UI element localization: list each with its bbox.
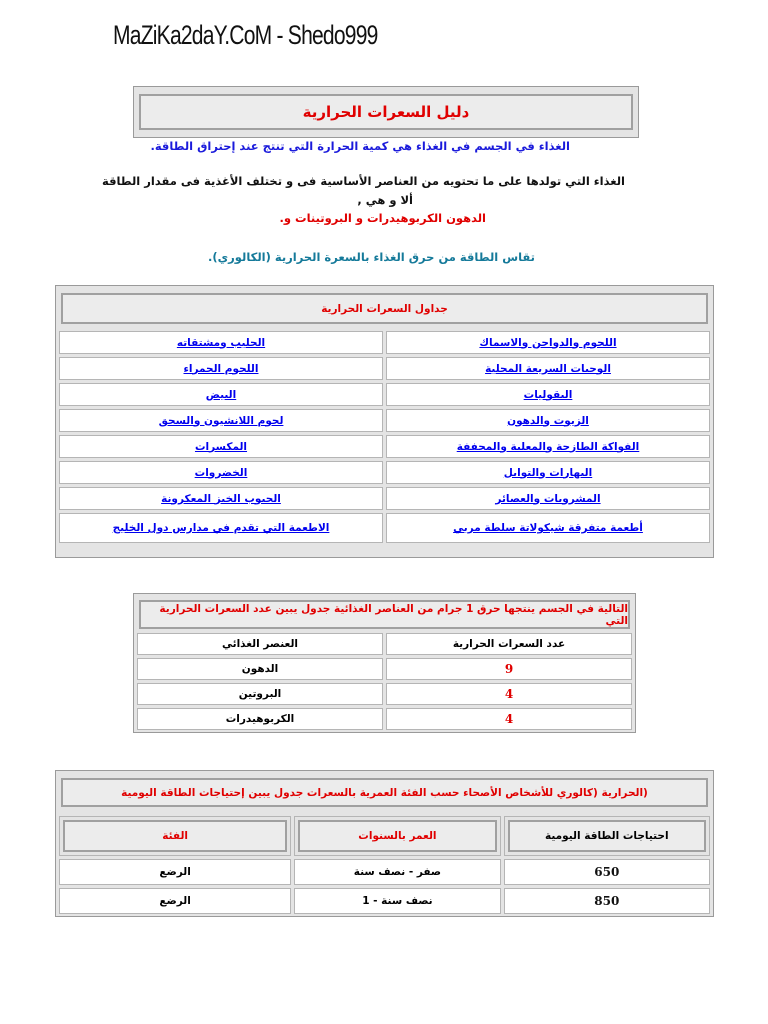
intro-line-3: ألا و هي ,: [357, 193, 413, 207]
calorie-table-link[interactable]: البيض: [205, 388, 237, 401]
nav-cell: [386, 513, 710, 543]
calorie-table-link[interactable]: اللحوم والدواجن والاسماك: [479, 336, 617, 349]
col-calories-header: عدد السعرات الحرارية: [386, 633, 632, 655]
calorie-table-link[interactable]: المكسرات: [194, 440, 248, 453]
table-row: [137, 658, 632, 680]
nav-cell: [386, 357, 710, 380]
calorie-tables-title: جداول السعرات الحرارية: [321, 302, 448, 315]
intro-line-2: الغذاء التي تولدها على ما تحتويه من العناصر الأساسية فى و تختلف الأغذية فى مقدار الطاقة: [101, 174, 625, 188]
col-element-header: العنصر الغذائي: [137, 633, 383, 655]
nav-cell: [386, 383, 710, 406]
calorie-table-link[interactable]: اللحوم الحمراء: [183, 362, 259, 375]
intro-line-5: تقاس الطاقة من حرق الغذاء بالسعرة الحرارية (الكالوري).: [208, 250, 535, 264]
nav-cell: [386, 435, 710, 458]
table-row: [137, 683, 632, 705]
intro-line-1: الغذاء في الجسم في الغذاء هي كمية الحرارة التي تنتج عند إحتراق الطاقة.: [150, 139, 570, 153]
nav-cell: [386, 409, 710, 432]
needs-table-header: [61, 778, 708, 807]
group-value: الرضع: [59, 888, 291, 914]
element-name: الدهون: [137, 658, 383, 680]
nav-row: [59, 487, 710, 510]
elements-table: [134, 630, 635, 733]
nav-row: [59, 409, 710, 432]
nav-cell: [59, 357, 383, 380]
calories-value: 4: [386, 683, 632, 705]
nav-cell: [59, 487, 383, 510]
calorie-table-link[interactable]: أطعمة متفرقة شيكولاتة سلطة مربي: [453, 522, 643, 534]
nav-cell: [59, 513, 383, 543]
col-group-header: الفئة: [63, 820, 287, 852]
age-value: نصف سنة - 1: [294, 888, 500, 914]
calorie-table-link[interactable]: لحوم اللانشيون والسجق: [158, 414, 284, 427]
calorie-tables-frame: [55, 285, 714, 558]
nav-cell: [386, 461, 710, 484]
calorie-table-link[interactable]: الفواكة الطازجة والمعلبة والمجففة: [456, 440, 640, 453]
needs-table-frame: [55, 770, 714, 917]
calorie-table-link[interactable]: الحليب ومشتقاته: [176, 336, 266, 349]
calorie-table-link[interactable]: البهارات والتوابل: [503, 466, 593, 479]
calorie-table-link[interactable]: الوجبات السريعة المحلية: [485, 362, 611, 375]
intro-line-4: الدهون الكربوهيدرات و البروتينات و.: [279, 211, 486, 225]
nav-cell: [386, 487, 710, 510]
page-title: دليل السعرات الحرارية: [302, 103, 470, 121]
table-row: [59, 888, 710, 914]
calorie-table-link[interactable]: المشروبات والعصائر: [495, 492, 601, 505]
calorie-tables-links: [56, 328, 713, 546]
title-frame: [133, 86, 639, 138]
title-inner: [139, 94, 633, 130]
needs-table: [56, 813, 713, 917]
calorie-table-link[interactable]: البقوليات: [523, 388, 573, 401]
nav-cell: [59, 435, 383, 458]
calorie-table-link[interactable]: الحبوب الخبز المعكرونة: [161, 492, 281, 505]
calorie-tables-header: [61, 293, 708, 324]
needs-value: 850: [504, 888, 710, 914]
calorie-table-link[interactable]: الاطعمة التي تقدم في مدارس دول الخليج: [112, 522, 330, 534]
col-age-header: العمر بالسنوات: [298, 820, 496, 852]
nav-row: [59, 357, 710, 380]
nav-row: [59, 383, 710, 406]
elements-table-header: [139, 600, 630, 629]
nav-cell: [386, 331, 710, 354]
nav-cell: [59, 409, 383, 432]
needs-value: 650: [504, 859, 710, 885]
table-row: [59, 859, 710, 885]
element-name: البروتين: [137, 683, 383, 705]
calorie-table-link[interactable]: الزيوت والدهون: [507, 414, 589, 427]
col-needs-header: احتياجات الطاقة اليومية: [508, 820, 706, 852]
element-name: الكربوهيدرات: [137, 708, 383, 730]
nav-cell: [59, 383, 383, 406]
calories-value: 4: [386, 708, 632, 730]
nav-row: [59, 513, 710, 543]
age-value: صفر - نصف سنة: [294, 859, 500, 885]
calories-value: 9: [386, 658, 632, 680]
elements-table-frame: [133, 593, 636, 733]
nav-row: [59, 331, 710, 354]
elements-table-title: التالية في الجسم ينتجها حرق 1 جرام من العناصر الغذائية جدول يبين عدد السعرات الحرارية التي: [159, 602, 628, 627]
nav-cell: [59, 331, 383, 354]
needs-table-title: (الحرارية (كالوري للأشخاص الأصحاء حسب الفئة العمرية بالسعرات جدول يبين إحتياجات الطاقة اليومية: [121, 786, 648, 799]
group-value: الرضع: [59, 859, 291, 885]
table-row: [137, 708, 632, 730]
nav-row: [59, 435, 710, 458]
nav-cell: [59, 461, 383, 484]
nav-row: [59, 461, 710, 484]
watermark-text: MaZiKa2daY.CoM - Shedo999: [113, 20, 378, 50]
calorie-table-link[interactable]: الخضروات: [194, 466, 248, 479]
